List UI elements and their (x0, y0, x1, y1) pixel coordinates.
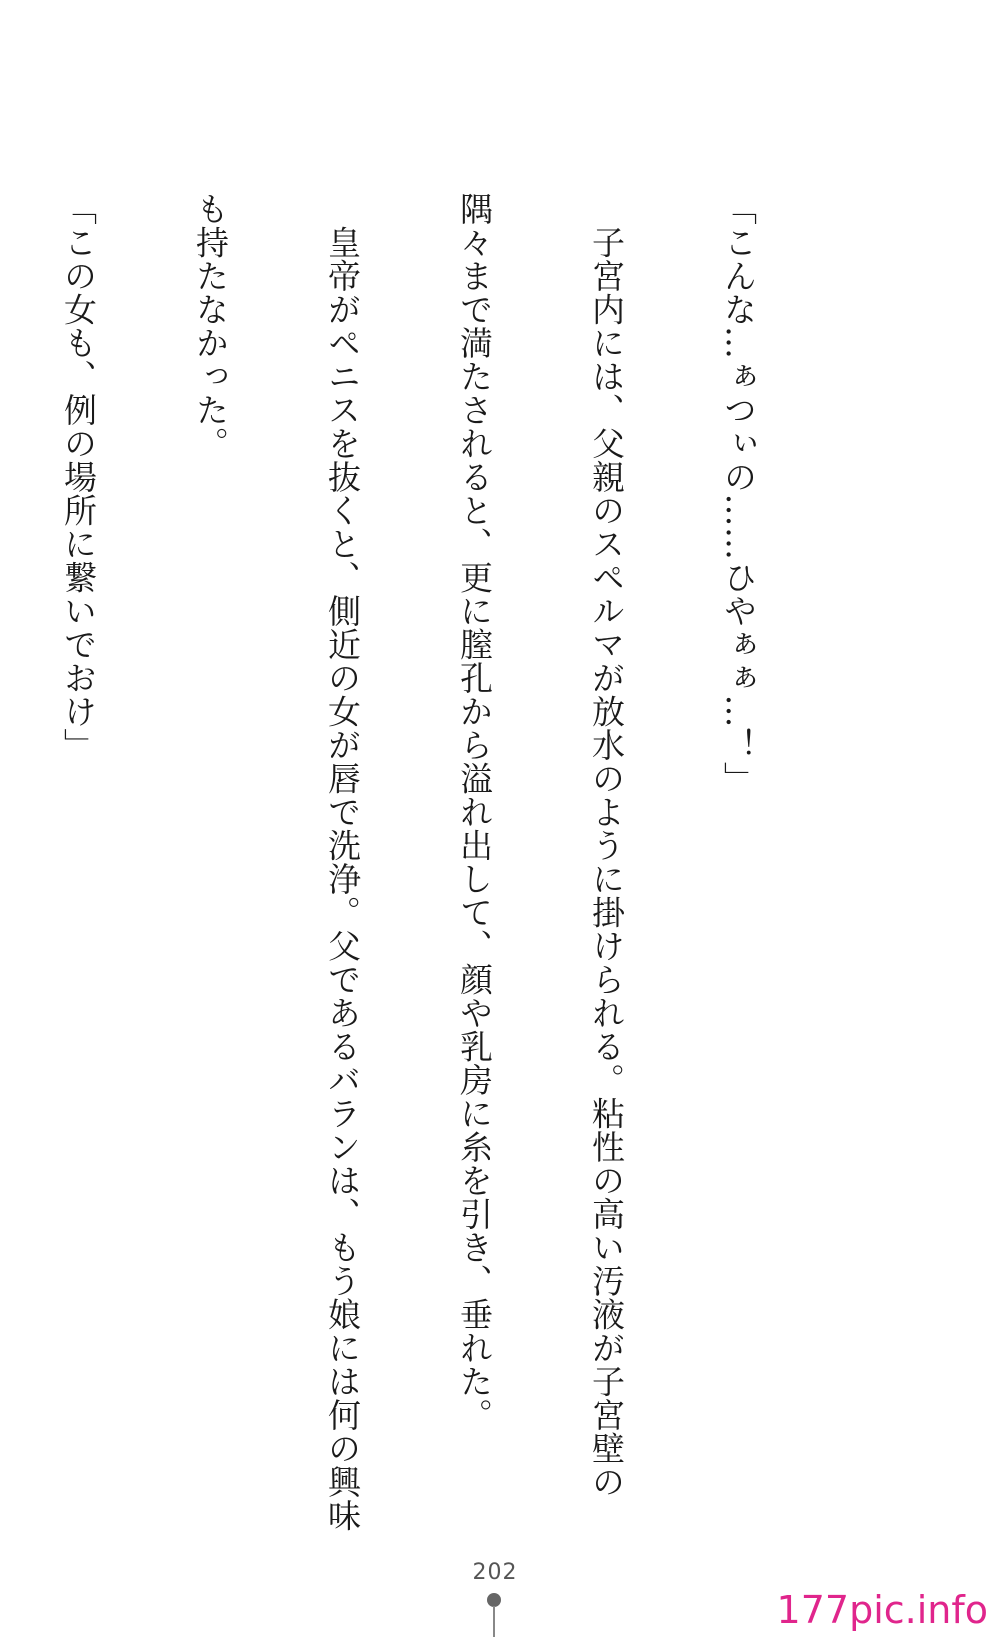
text-line: 隅々まで満たされると、更に膣孔から溢れ出して、顔や乳房に糸を引き、垂れた。 (455, 192, 494, 1432)
page-dot-icon (487, 1593, 501, 1607)
vertical-text-block (0, 192, 848, 1532)
watermark: 177pic.info (776, 1588, 988, 1632)
text-line: 皇帝がペニスを抜くと、側近の女が唇で洗浄。父であるバランは、もう娘には何の興味 (323, 192, 362, 1532)
page-stem-divider (493, 1606, 495, 1637)
text-line: 子宮内には、父親のスペルマが放水のように掛けられる。粘性の高い汚液が子宮壁の (587, 192, 626, 1499)
page-number: 202 (472, 1560, 518, 1585)
text-line: も持たなかった。 (191, 192, 230, 460)
text-line: 「この女も、例の場所に繋いでおけ」 (59, 192, 98, 762)
text-line: 「こんな…ぁつぃの……ひやぁぁ…！」 (719, 192, 758, 795)
